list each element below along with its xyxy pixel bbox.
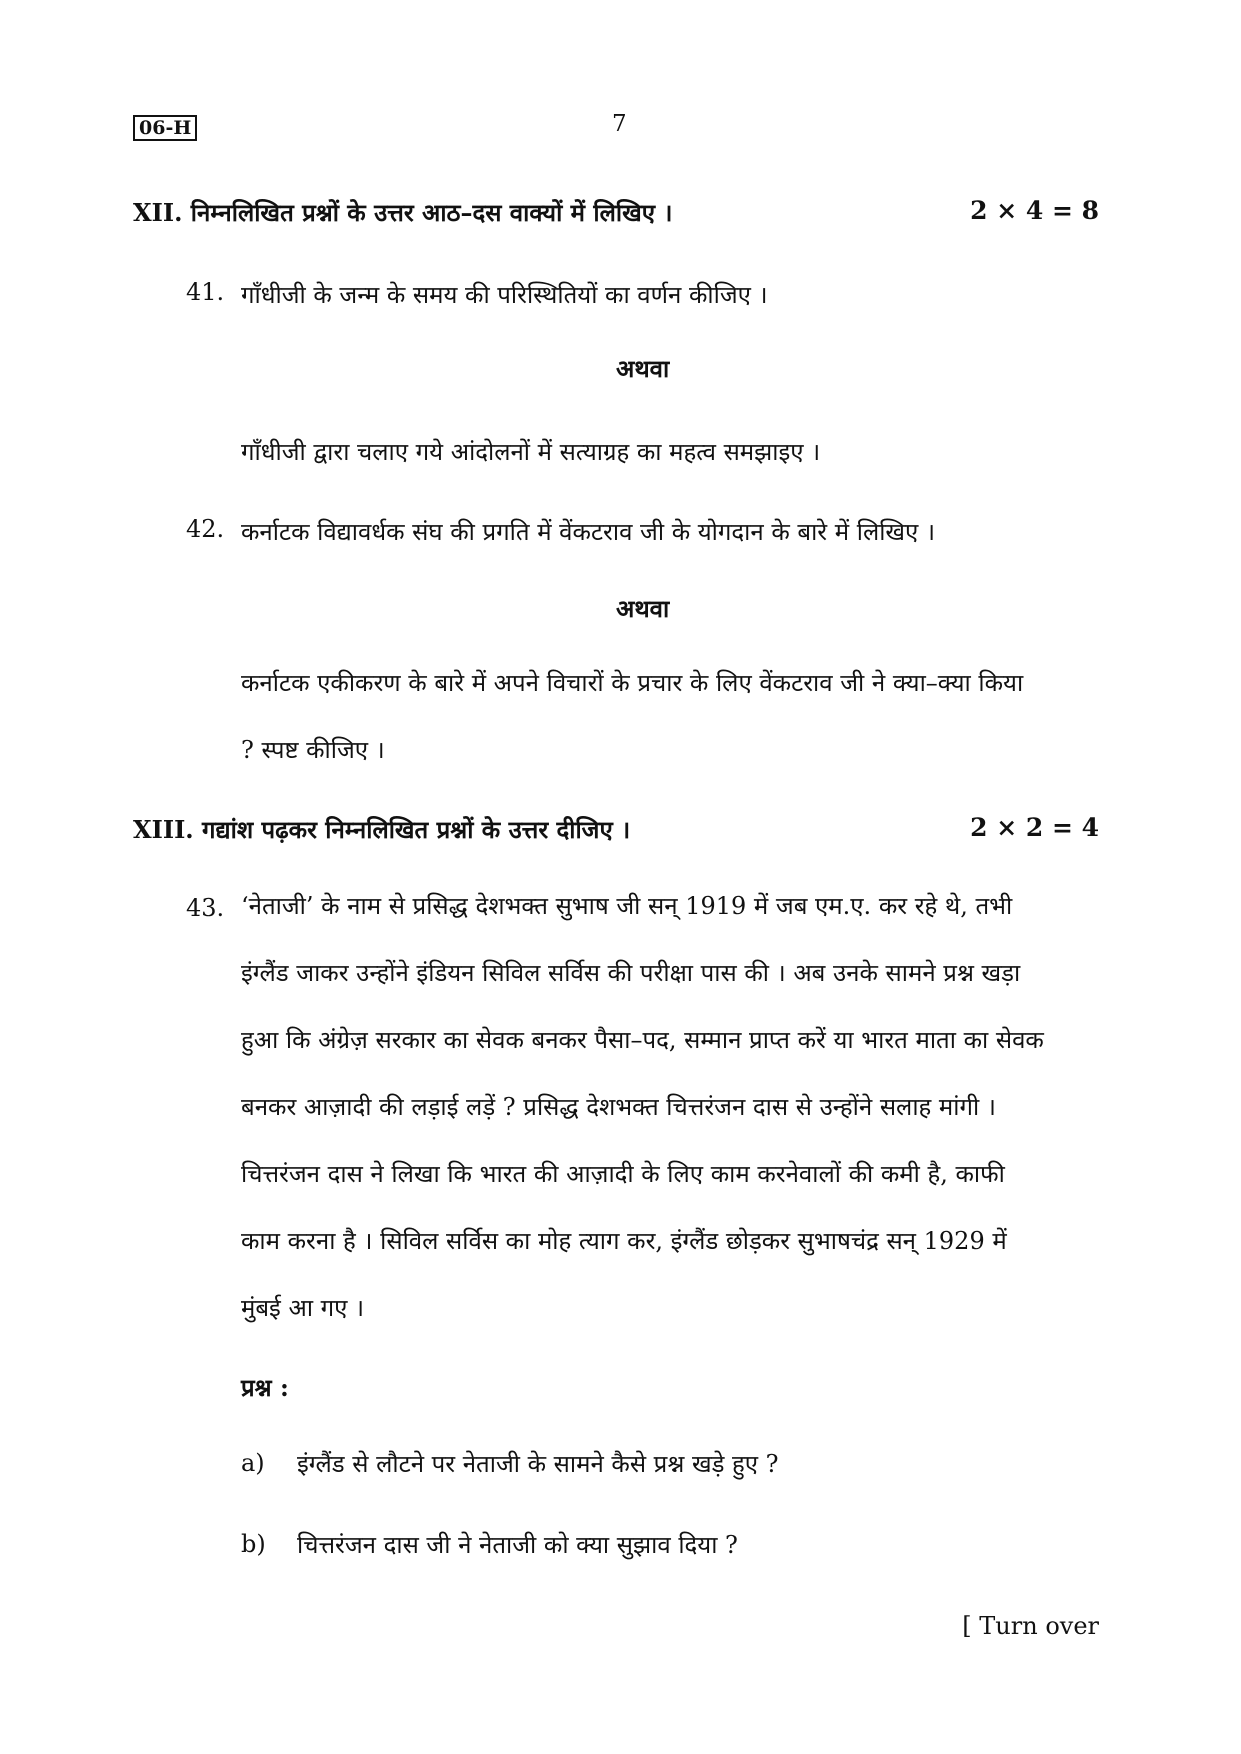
sub-question-b-text: चित्तरंजन दास जी ने नेताजी को क्या सुझाव दिया ?: [297, 1531, 738, 1559]
q41-alt-text: गाँधीजी द्वारा चलाए गये आंदोलनों में सत्याग्रह का महत्व समझाइए ।: [241, 438, 821, 466]
q41-text: गाँधीजी के जन्म के समय की परिस्थितियों का वर्णन कीजिए ।: [241, 281, 768, 309]
passage-line: इंग्लैंड जाकर उन्होंने इंडियन सिविल सर्विस की परीक्षा पास की । अब उनके सामने प्रश्न खड़ा: [241, 959, 1021, 987]
q42-alt-line: ? स्पष्ट कीजिए ।: [241, 736, 385, 764]
q41-number: 41.: [186, 278, 225, 306]
passage-line: ‘नेताजी’ के नाम से प्रसिद्ध देशभक्त सुभाष जी सन् 1919 में जब एम.ए. कर रहे थे, तभी: [241, 892, 1013, 920]
q42-text: कर्नाटक विद्यावर्धक संघ की प्रगति में वेंकटराव जी के योगदान के बारे में लिखिए ।: [241, 518, 936, 546]
passage-line: हुआ कि अंग्रेज़ सरकार का सेवक बनकर पैसा–पद, सम्मान प्राप्त करें या भारत माता का सेवक: [241, 1026, 1044, 1054]
passage-line: मुंबई आ गए ।: [241, 1294, 365, 1322]
questions-label: प्रश्न :: [241, 1373, 289, 1402]
passage-line: बनकर आज़ादी की लड़ाई लड़ें ? प्रसिद्ध देशभक्त चित्तरंजन दास से उन्होंने सलाह मांगी ।: [241, 1093, 996, 1121]
q42-number: 42.: [186, 515, 225, 543]
q43-number: 43.: [186, 894, 225, 922]
page-number: 7: [612, 111, 627, 137]
section-13-title: XIII. गद्यांश पढ़कर निम्नलिखित प्रश्नों के उत्तर दीजिए ।: [133, 815, 631, 844]
sub-question-b-label: b): [241, 1530, 266, 1558]
section-13-marks: 2 × 2 = 4: [970, 813, 1099, 842]
sub-question-a-text: इंग्लैंड से लौटने पर नेताजी के सामने कैसे प्रश्न खड़े हुए ?: [297, 1450, 779, 1478]
section-12-title: XII. निम्नलिखित प्रश्नों के उत्तर आठ–दस वाक्यों में लिखिए ।: [133, 198, 673, 227]
q42-alt-text: [241, 650, 1101, 784]
section-12-marks: 2 × 4 = 8: [970, 196, 1099, 225]
q41-or-label: अथवा: [616, 354, 670, 383]
q43-passage: [241, 873, 1101, 1342]
turn-over-note: [ Turn over: [962, 1612, 1099, 1640]
q42-alt-line: कर्नाटक एकीकरण के बारे में अपने विचारों के प्रचार के लिए वेंकटराव जी ने क्या–क्या किया: [241, 669, 1024, 697]
q42-or-label: अथवा: [616, 594, 670, 623]
passage-line: काम करना है । सिविल सर्विस का मोह त्याग कर, इंग्लैंड छोड़कर सुभाषचंद्र सन् 1929 में: [241, 1227, 1007, 1255]
paper-code: 06-H: [133, 115, 197, 141]
sub-question-a-label: a): [241, 1449, 265, 1477]
passage-line: चित्तरंजन दास ने लिखा कि भारत की आज़ादी के लिए काम करनेवालों की कमी है, काफी: [241, 1160, 1005, 1188]
